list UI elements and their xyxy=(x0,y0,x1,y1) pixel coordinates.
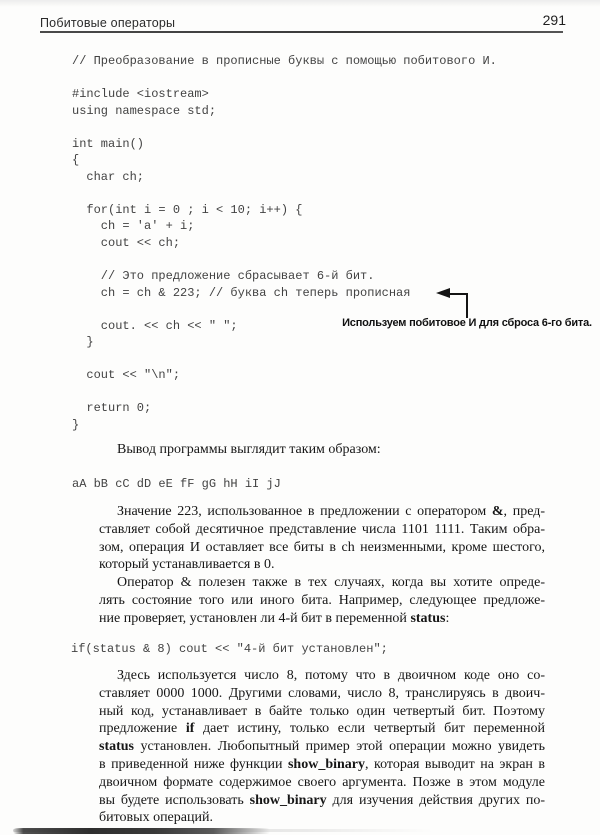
paragraph-line: который устанавливается в 0. xyxy=(99,557,275,573)
paragraph-line: лять состояние того или иного бита. Например, следующее предложе- xyxy=(99,592,545,608)
callout-arrow-line xyxy=(466,293,468,318)
code-line: } xyxy=(72,418,80,433)
body-text-2 xyxy=(99,667,545,827)
code-line: { xyxy=(72,153,80,168)
code-line: // Преобразование в прописные буквы с помощью побитового И. xyxy=(72,54,497,68)
callout-label: Используем побитовое И для сброса 6-го бита. xyxy=(342,317,592,329)
paragraph-line: Оператор & полезен также в тех случаях, когда вы хотите опреде- xyxy=(117,575,545,591)
code-line: cout << ch; xyxy=(72,236,181,251)
code-line xyxy=(72,301,497,318)
page-number: 291 xyxy=(542,12,566,28)
paragraph-line: Значение 223, использованное в предложении с оператором &, пред- xyxy=(117,504,546,519)
code-line: return 0; xyxy=(72,401,152,416)
code-line: cout. << ch << " "; xyxy=(72,318,238,333)
paragraph-line: битовых операций. xyxy=(99,810,213,826)
statement-code: if(status & 8) cout << "4-й бит установлен"; xyxy=(71,642,388,656)
code-line: int main() xyxy=(72,136,145,151)
output-intro xyxy=(99,441,545,459)
code-line xyxy=(72,185,497,202)
code-listing xyxy=(72,53,497,434)
paragraph-line: Вывод программы выглядит таким образом: xyxy=(117,442,381,457)
code-line: ch = ch & 223; // буква ch теперь прописная xyxy=(72,285,411,300)
code-line xyxy=(72,384,497,401)
callout-arrow-line xyxy=(448,293,468,295)
paragraph-line: Здесь используется число 8, потому что в двоичном коде оно со- xyxy=(117,668,545,683)
code-line: char ch; xyxy=(72,169,145,184)
paragraph-line: ставляет собой десятичное представление числа 1101 1111. Таким обра- xyxy=(99,521,545,537)
scan-edge-artifact xyxy=(13,828,270,834)
paragraph-line: в приведенной ниже функции show_binary, которая выводит на экран в xyxy=(99,756,545,772)
program-output: aA bB cC dD eE fF gG hH iI jJ xyxy=(72,477,281,491)
paragraph-line: ный код, устанавливает в байте только один четвертый бит. Поэтому xyxy=(99,703,545,719)
code-line: // Это предложение сбрасывает 6-й бит. xyxy=(72,269,375,284)
paragraph xyxy=(99,441,545,459)
paragraph xyxy=(99,667,545,827)
code-line: #include <iostream> xyxy=(72,87,209,102)
paragraph-line: предложение if дает истину, только если четвертый бит переменной xyxy=(99,721,545,737)
body-text-1 xyxy=(99,503,545,628)
code-line xyxy=(72,119,497,136)
paragraph-line: ние проверяет, установлен ли 4-й бит в переменной status: xyxy=(99,610,450,626)
paragraph xyxy=(99,574,545,627)
code-line: for(int i = 0 ; i < 10; i++) { xyxy=(72,202,303,217)
paragraph-line: вы будете использовать show_binary для изучения действия других по- xyxy=(99,792,545,808)
paragraph-line: status установлен. Любопытный пример этой операции можно увидеть xyxy=(99,739,545,755)
header-rule xyxy=(40,31,563,33)
code-line: } xyxy=(72,335,94,350)
code-line: cout << "\n"; xyxy=(72,368,181,383)
paragraph-line: зом, операция И оставляет все биты в ch неизменными, кроме шестого, xyxy=(99,539,545,555)
code-line xyxy=(72,351,497,368)
code-line: ch = 'a' + i; xyxy=(72,219,195,234)
paragraph xyxy=(99,503,545,574)
code-line xyxy=(72,70,497,87)
running-head: Побитовые операторы xyxy=(40,16,176,30)
code-line: using namespace std; xyxy=(72,103,217,118)
paragraph-line: ставляет 0000 1000. Другими словами, число 8, транслируясь в двоич- xyxy=(99,685,545,701)
code-line xyxy=(72,252,497,269)
paragraph-line: двоичном формате содержимое своего аргумента. Позже в этом модуле xyxy=(99,774,545,790)
